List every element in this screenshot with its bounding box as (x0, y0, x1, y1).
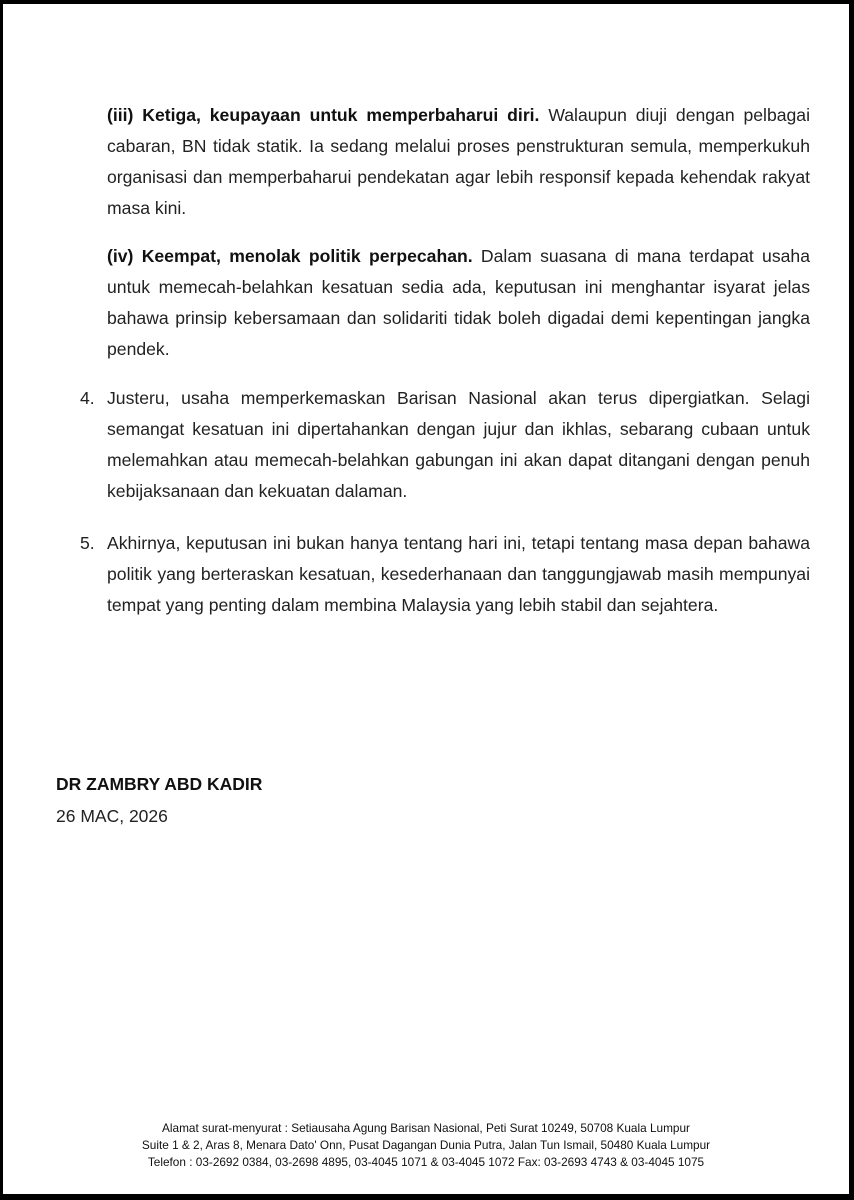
para-5-text: Akhirnya, keputusan ini bukan hanya tentang hari ini, tetapi tentang masa depan bahawa politik yang berteraskan kesatuan, kesederhanaan dan tanggungjawab masih mempunyai tempat yang penting dalam membina Malaysia yang lebih stabil dan sejahtera. (107, 533, 810, 615)
para-4-number: 4. (80, 388, 95, 408)
item-iv-text: Dalam suasana di mana terdapat usaha untuk memecah-belahkan kesatuan sedia ada, keputusan ini menghantar isyarat jelas bahawa prinsip kebersamaan dan solidariti tidak boleh digadai demi kepentingan jangka pendek. (107, 246, 810, 359)
letterhead-footer (3, 1120, 849, 1171)
item-iii-paragraph (107, 100, 810, 224)
item-iii-lead: (iii) Ketiga, keupayaan untuk memperbaharui diri. (107, 105, 540, 125)
footer-office-address: Suite 1 & 2, Aras 8, Menara Dato' Onn, Pusat Dagangan Dunia Putra, Jalan Tun Ismail, 50480 Kuala Lumpur (141, 1138, 711, 1152)
footer-mailing-address: Alamat surat-menyurat : Setiausaha Agung Barisan Nasional, Peti Surat 10249, 50708 Kuala Lumpur (162, 1121, 690, 1135)
footer-phone-fax: Telefon : 03-2692 0384, 03-2698 4895, 03-4045 1071 & 03-4045 1072 Fax: 03-2693 4743 & 03-4045 1075 (147, 1155, 705, 1169)
signature-date: 26 MAC, 2026 (56, 806, 168, 826)
para-4-text: Justeru, usaha memperkemaskan Barisan Nasional akan terus dipergiatkan. Selagi semangat kesatuan ini dipertahankan dengan jujur dan ikhlas, sebarang cubaan untuk melemahkan atau memecah-belahkan gabungan ini akan dapat ditangani dengan penuh kebijaksanaan dan kekuatan dalaman. (107, 388, 810, 501)
signatory-name: DR ZAMBRY ABD KADIR (56, 774, 263, 794)
document-page (3, 4, 849, 1194)
item-iii-text: Walaupun diuji dengan pelbagai cabaran, BN tidak statik. Ia sedang melalui proses penstrukturan semula, memperkukuh organisasi dan memperbaharui pendekatan agar lebih responsif kepada kehendak rakyat masa kini. (107, 105, 811, 218)
item-iv-lead: (iv) Keempat, menolak politik perpecahan. (107, 246, 473, 266)
item-iv-paragraph (107, 241, 810, 365)
para-5-number: 5. (80, 533, 95, 553)
